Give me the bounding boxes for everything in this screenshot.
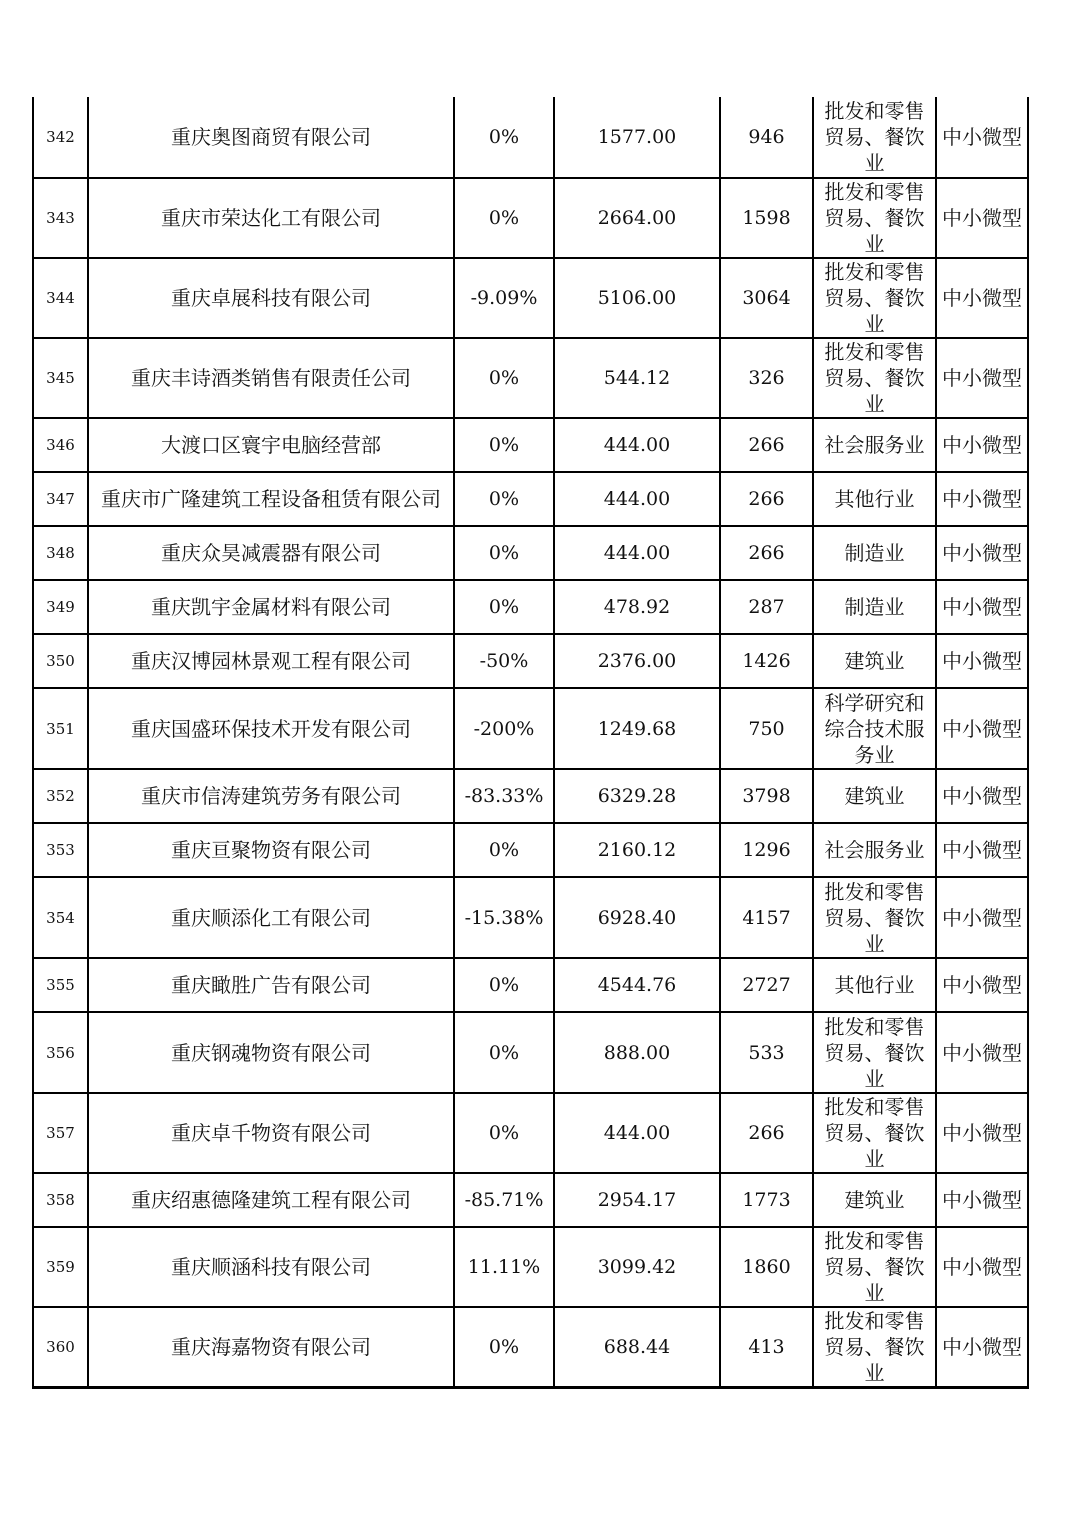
enterprise-size: 中小微型 bbox=[936, 688, 1028, 769]
change-percent: -83.33% bbox=[454, 769, 554, 823]
row-number: 345 bbox=[33, 338, 88, 418]
enterprise-size: 中小微型 bbox=[936, 1307, 1028, 1388]
count: 266 bbox=[720, 1093, 813, 1173]
change-percent: 0% bbox=[454, 97, 554, 178]
change-percent: 0% bbox=[454, 823, 554, 877]
amount: 6329.28 bbox=[554, 769, 720, 823]
row-number: 356 bbox=[33, 1012, 88, 1093]
count: 3798 bbox=[720, 769, 813, 823]
company-name: 重庆市荣达化工有限公司 bbox=[88, 178, 454, 258]
change-percent: 0% bbox=[454, 958, 554, 1012]
table-row bbox=[33, 958, 1028, 1012]
company-name: 重庆绍惠德隆建筑工程有限公司 bbox=[88, 1173, 454, 1227]
row-number: 355 bbox=[33, 958, 88, 1012]
change-percent: 0% bbox=[454, 418, 554, 472]
change-percent: 0% bbox=[454, 580, 554, 634]
enterprise-size: 中小微型 bbox=[936, 580, 1028, 634]
count: 287 bbox=[720, 580, 813, 634]
row-number: 349 bbox=[33, 580, 88, 634]
industry: 批发和零售贸易、餐饮业 bbox=[813, 258, 936, 338]
row-number: 351 bbox=[33, 688, 88, 769]
row-number: 360 bbox=[33, 1307, 88, 1388]
count: 3064 bbox=[720, 258, 813, 338]
table-row bbox=[33, 1227, 1028, 1307]
enterprise-size: 中小微型 bbox=[936, 634, 1028, 688]
company-name: 重庆众昊减震器有限公司 bbox=[88, 526, 454, 580]
count: 1426 bbox=[720, 634, 813, 688]
count: 750 bbox=[720, 688, 813, 769]
count: 413 bbox=[720, 1307, 813, 1388]
company-name: 重庆钢魂物资有限公司 bbox=[88, 1012, 454, 1093]
industry: 制造业 bbox=[813, 580, 936, 634]
count: 326 bbox=[720, 338, 813, 418]
company-name: 重庆市信涛建筑劳务有限公司 bbox=[88, 769, 454, 823]
change-percent: 0% bbox=[454, 526, 554, 580]
company-name: 大渡口区寰宇电脑经营部 bbox=[88, 418, 454, 472]
enterprise-size: 中小微型 bbox=[936, 958, 1028, 1012]
amount: 2376.00 bbox=[554, 634, 720, 688]
company-name: 重庆卓千物资有限公司 bbox=[88, 1093, 454, 1173]
industry: 社会服务业 bbox=[813, 418, 936, 472]
table-row bbox=[33, 769, 1028, 823]
row-number: 343 bbox=[33, 178, 88, 258]
enterprise-size: 中小微型 bbox=[936, 823, 1028, 877]
amount: 3099.42 bbox=[554, 1227, 720, 1307]
change-percent: 0% bbox=[454, 1093, 554, 1173]
count: 946 bbox=[720, 97, 813, 178]
enterprise-size: 中小微型 bbox=[936, 877, 1028, 958]
industry: 批发和零售贸易、餐饮业 bbox=[813, 1012, 936, 1093]
company-name: 重庆顺涵科技有限公司 bbox=[88, 1227, 454, 1307]
industry: 批发和零售贸易、餐饮业 bbox=[813, 338, 936, 418]
table-row bbox=[33, 472, 1028, 526]
amount: 1249.68 bbox=[554, 688, 720, 769]
table-row bbox=[33, 580, 1028, 634]
table-row bbox=[33, 418, 1028, 472]
company-name: 重庆亘聚物资有限公司 bbox=[88, 823, 454, 877]
count: 266 bbox=[720, 418, 813, 472]
table-row bbox=[33, 1012, 1028, 1093]
amount: 444.00 bbox=[554, 472, 720, 526]
count: 266 bbox=[720, 472, 813, 526]
row-number: 350 bbox=[33, 634, 88, 688]
enterprise-size: 中小微型 bbox=[936, 526, 1028, 580]
row-number: 354 bbox=[33, 877, 88, 958]
table-row bbox=[33, 1093, 1028, 1173]
company-name: 重庆奥图商贸有限公司 bbox=[88, 97, 454, 178]
company-name: 重庆卓展科技有限公司 bbox=[88, 258, 454, 338]
industry: 批发和零售贸易、餐饮业 bbox=[813, 1307, 936, 1388]
change-percent: 0% bbox=[454, 1307, 554, 1388]
row-number: 352 bbox=[33, 769, 88, 823]
table-row bbox=[33, 823, 1028, 877]
industry: 建筑业 bbox=[813, 769, 936, 823]
table-row bbox=[33, 526, 1028, 580]
amount: 444.00 bbox=[554, 1093, 720, 1173]
table-row bbox=[33, 688, 1028, 769]
change-percent: 0% bbox=[454, 338, 554, 418]
table-row bbox=[33, 97, 1028, 178]
amount: 2954.17 bbox=[554, 1173, 720, 1227]
count: 1598 bbox=[720, 178, 813, 258]
industry: 批发和零售贸易、餐饮业 bbox=[813, 97, 936, 178]
amount: 478.92 bbox=[554, 580, 720, 634]
enterprise-size: 中小微型 bbox=[936, 1093, 1028, 1173]
company-table bbox=[32, 97, 1029, 1389]
company-name: 重庆海嘉物资有限公司 bbox=[88, 1307, 454, 1388]
enterprise-size: 中小微型 bbox=[936, 1173, 1028, 1227]
change-percent: -85.71% bbox=[454, 1173, 554, 1227]
row-number: 353 bbox=[33, 823, 88, 877]
enterprise-size: 中小微型 bbox=[936, 97, 1028, 178]
industry: 建筑业 bbox=[813, 1173, 936, 1227]
amount: 6928.40 bbox=[554, 877, 720, 958]
amount: 444.00 bbox=[554, 526, 720, 580]
amount: 2664.00 bbox=[554, 178, 720, 258]
amount: 444.00 bbox=[554, 418, 720, 472]
table-row bbox=[33, 258, 1028, 338]
change-percent: 0% bbox=[454, 472, 554, 526]
enterprise-size: 中小微型 bbox=[936, 178, 1028, 258]
industry: 科学研究和综合技术服务业 bbox=[813, 688, 936, 769]
enterprise-size: 中小微型 bbox=[936, 1012, 1028, 1093]
industry: 其他行业 bbox=[813, 958, 936, 1012]
industry: 批发和零售贸易、餐饮业 bbox=[813, 178, 936, 258]
enterprise-size: 中小微型 bbox=[936, 769, 1028, 823]
change-percent: -15.38% bbox=[454, 877, 554, 958]
amount: 688.44 bbox=[554, 1307, 720, 1388]
change-percent: 11.11% bbox=[454, 1227, 554, 1307]
table-row bbox=[33, 877, 1028, 958]
change-percent: -9.09% bbox=[454, 258, 554, 338]
company-name: 重庆凯宇金属材料有限公司 bbox=[88, 580, 454, 634]
enterprise-size: 中小微型 bbox=[936, 338, 1028, 418]
row-number: 348 bbox=[33, 526, 88, 580]
row-number: 359 bbox=[33, 1227, 88, 1307]
industry: 建筑业 bbox=[813, 634, 936, 688]
table-row bbox=[33, 338, 1028, 418]
enterprise-size: 中小微型 bbox=[936, 472, 1028, 526]
enterprise-size: 中小微型 bbox=[936, 258, 1028, 338]
company-name: 重庆丰诗酒类销售有限责任公司 bbox=[88, 338, 454, 418]
row-number: 344 bbox=[33, 258, 88, 338]
change-percent: -200% bbox=[454, 688, 554, 769]
table-row bbox=[33, 1307, 1028, 1388]
count: 1860 bbox=[720, 1227, 813, 1307]
row-number: 358 bbox=[33, 1173, 88, 1227]
count: 4157 bbox=[720, 877, 813, 958]
enterprise-size: 中小微型 bbox=[936, 418, 1028, 472]
industry: 其他行业 bbox=[813, 472, 936, 526]
count: 1773 bbox=[720, 1173, 813, 1227]
row-number: 347 bbox=[33, 472, 88, 526]
table-row bbox=[33, 634, 1028, 688]
table-row bbox=[33, 178, 1028, 258]
company-name: 重庆顺添化工有限公司 bbox=[88, 877, 454, 958]
count: 2727 bbox=[720, 958, 813, 1012]
industry: 批发和零售贸易、餐饮业 bbox=[813, 1227, 936, 1307]
count: 533 bbox=[720, 1012, 813, 1093]
company-name: 重庆汉博园林景观工程有限公司 bbox=[88, 634, 454, 688]
table-row bbox=[33, 1173, 1028, 1227]
industry: 社会服务业 bbox=[813, 823, 936, 877]
amount: 5106.00 bbox=[554, 258, 720, 338]
amount: 888.00 bbox=[554, 1012, 720, 1093]
change-percent: -50% bbox=[454, 634, 554, 688]
row-number: 346 bbox=[33, 418, 88, 472]
industry: 制造业 bbox=[813, 526, 936, 580]
row-number: 342 bbox=[33, 97, 88, 178]
amount: 2160.12 bbox=[554, 823, 720, 877]
count: 1296 bbox=[720, 823, 813, 877]
company-name: 重庆瞰胜广告有限公司 bbox=[88, 958, 454, 1012]
amount: 544.12 bbox=[554, 338, 720, 418]
industry: 批发和零售贸易、餐饮业 bbox=[813, 1093, 936, 1173]
row-number: 357 bbox=[33, 1093, 88, 1173]
change-percent: 0% bbox=[454, 1012, 554, 1093]
industry: 批发和零售贸易、餐饮业 bbox=[813, 877, 936, 958]
amount: 1577.00 bbox=[554, 97, 720, 178]
enterprise-size: 中小微型 bbox=[936, 1227, 1028, 1307]
company-name: 重庆市广隆建筑工程设备租赁有限公司 bbox=[88, 472, 454, 526]
change-percent: 0% bbox=[454, 178, 554, 258]
amount: 4544.76 bbox=[554, 958, 720, 1012]
company-name: 重庆国盛环保技术开发有限公司 bbox=[88, 688, 454, 769]
count: 266 bbox=[720, 526, 813, 580]
